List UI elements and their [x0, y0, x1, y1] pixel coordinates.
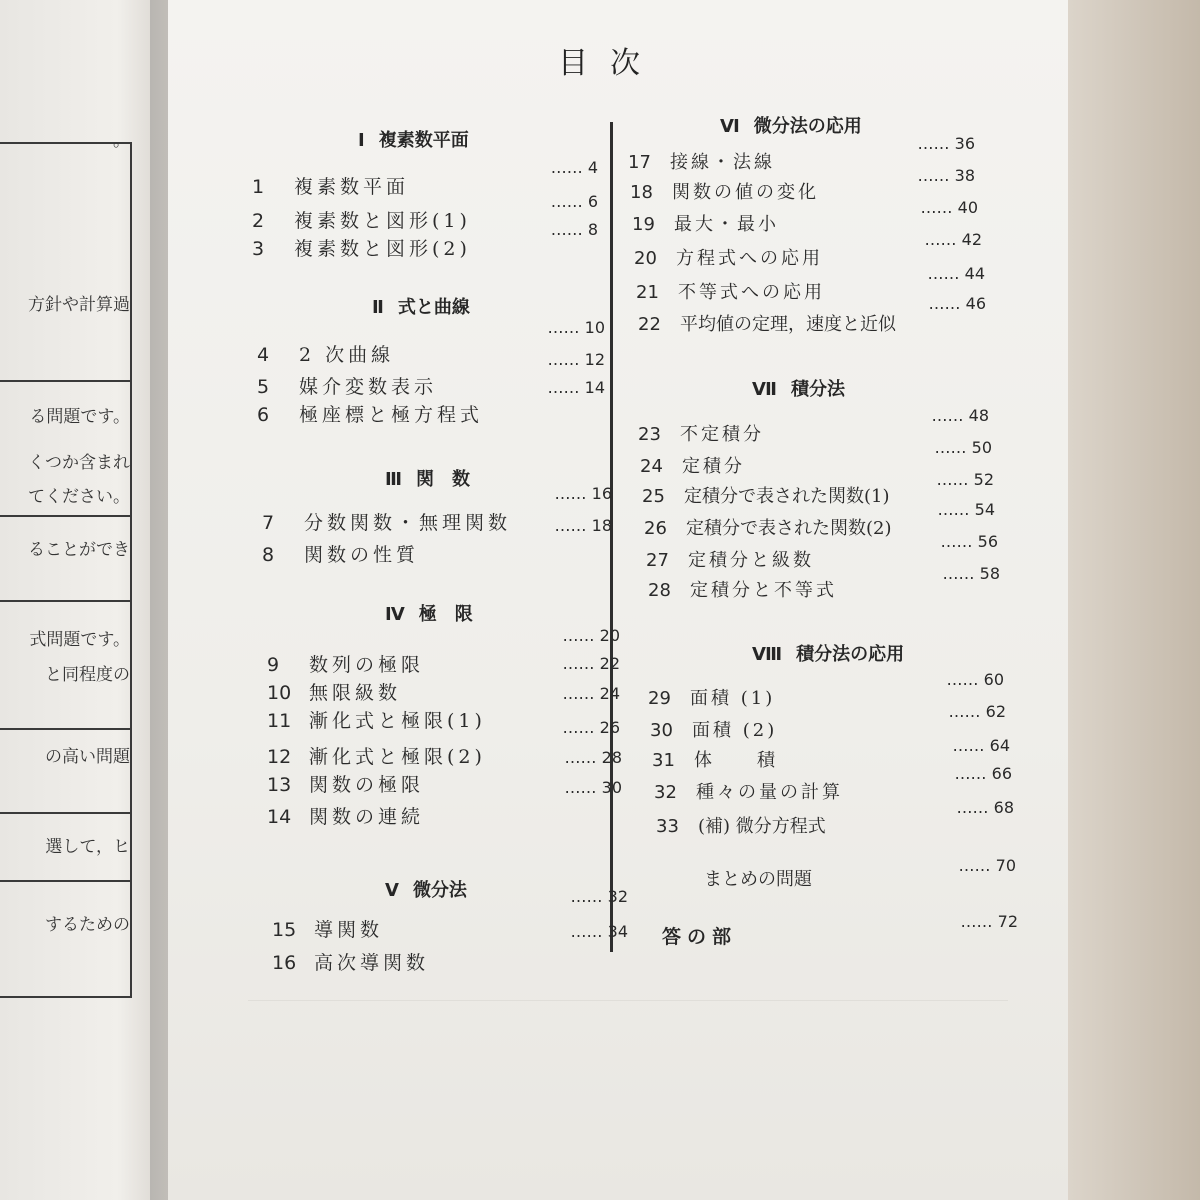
toc-entry — [630, 178, 819, 204]
page-edge — [1060, 0, 1200, 1200]
toc-entry — [642, 482, 890, 508]
chapter-number: Ⅷ — [752, 644, 783, 665]
toc-entry — [646, 546, 814, 572]
left-page-separator — [0, 515, 132, 517]
entry-number: 6 — [257, 404, 270, 426]
entry-title: 2 次曲線 — [299, 344, 395, 366]
page-number: …… 6 — [550, 192, 598, 211]
left-page-frame — [0, 142, 132, 998]
chapter-title: 関 数 — [416, 469, 471, 490]
page-number: …… 62 — [948, 702, 1006, 721]
chapter-heading — [752, 640, 904, 666]
entry-title: 数列の極限 — [309, 654, 425, 676]
chapter-title: 微分法 — [412, 880, 467, 901]
left-page — [0, 0, 168, 1200]
entry-number: 33 — [656, 816, 679, 837]
entry-number: 17 — [628, 152, 651, 173]
entry-title: 面積 (1) — [690, 688, 776, 709]
column-divider — [610, 122, 613, 952]
page-number: …… 50 — [934, 438, 992, 457]
entry-title: 種々の量の計算 — [696, 782, 843, 803]
chapter-title: 積分法 — [790, 379, 845, 400]
entry-title: 無限級数 — [309, 682, 402, 704]
toc-entry — [267, 770, 424, 797]
left-page-text: 。 — [113, 131, 130, 151]
entry-number: 32 — [654, 782, 677, 803]
left-page-text: の高い問題 — [45, 747, 130, 767]
entry-title: 体 積 — [694, 750, 778, 771]
chapter-title: 複素数平面 — [378, 130, 469, 151]
toc-entry — [267, 678, 401, 705]
chapter-heading — [752, 375, 845, 401]
page-number: …… 72 — [960, 912, 1018, 931]
entry-number: 20 — [634, 248, 657, 269]
left-page-separator — [0, 812, 132, 814]
left-page-text: 方針や計算過 — [28, 295, 130, 315]
toc-entry — [632, 210, 779, 236]
toc-entry — [652, 746, 778, 772]
toc-entry — [272, 915, 383, 942]
page-number: …… 10 — [547, 318, 605, 337]
toc-entry — [648, 576, 837, 602]
entry-title: 不定積分 — [680, 424, 764, 445]
left-page-text: てください。 — [28, 487, 130, 507]
answers-heading: 答の部 — [662, 926, 738, 948]
entry-title: 定積分 — [682, 456, 745, 477]
toc-entry — [654, 778, 843, 804]
entry-number: 30 — [650, 720, 673, 741]
toc-entry — [267, 802, 424, 829]
toc-entry — [262, 508, 511, 535]
page-number: …… 14 — [547, 378, 605, 397]
entry-title: 高次導関数 — [314, 952, 430, 974]
entry-title: 定積分と不等式 — [690, 580, 837, 601]
entry-title: 関数の性質 — [304, 544, 420, 566]
page-number: …… 46 — [928, 294, 986, 313]
toc-entry — [252, 172, 409, 199]
entry-title: 面積 (2) — [692, 720, 778, 741]
entry-number: 12 — [267, 746, 292, 768]
page-number: …… 36 — [917, 134, 975, 153]
toc-entry — [262, 540, 419, 567]
toc-entry — [628, 148, 775, 174]
chapter-number: Ⅶ — [752, 379, 777, 400]
page-number: …… 40 — [920, 198, 978, 217]
entry-title: 分数関数・無理関数 — [304, 512, 512, 534]
entry-number: 3 — [252, 238, 265, 260]
toc-entry — [636, 278, 825, 304]
page-number: …… 24 — [562, 684, 620, 703]
entry-number: 24 — [640, 456, 663, 477]
left-page-separator — [0, 380, 132, 382]
entry-number: 14 — [267, 806, 292, 828]
page-number: …… 66 — [954, 764, 1012, 783]
left-page-text: くつか含まれ — [28, 453, 130, 473]
entry-number: 8 — [262, 544, 275, 566]
page-number: …… 16 — [554, 484, 612, 503]
left-page-text: 選して，ヒ — [45, 837, 130, 857]
page-title: 目次 — [558, 46, 662, 81]
entry-number: 13 — [267, 774, 292, 796]
chapter-number: Ⅵ — [720, 116, 740, 137]
toc-entry — [650, 716, 777, 742]
page-number: …… 30 — [564, 778, 622, 797]
page-number: …… 28 — [564, 748, 622, 767]
entry-number: 15 — [272, 919, 297, 941]
left-page-text: と同程度の — [45, 665, 130, 685]
chapter-title: 極 限 — [418, 604, 473, 625]
entry-number: 18 — [630, 182, 653, 203]
entry-number: 11 — [267, 710, 292, 732]
page-number: …… 32 — [570, 887, 628, 906]
page-number: …… 26 — [562, 718, 620, 737]
entry-title: 不等式への応用 — [678, 282, 825, 303]
entry-number: 9 — [267, 654, 280, 676]
entry-number: 21 — [636, 282, 659, 303]
chapter-number: Ⅳ — [385, 604, 405, 625]
entry-number: 19 — [632, 214, 655, 235]
entry-number: 7 — [262, 512, 275, 534]
page-number: …… 48 — [931, 406, 989, 425]
toc-entry — [634, 244, 823, 270]
toc-entry — [267, 706, 486, 733]
left-page-text: 式問題です。 — [29, 630, 130, 650]
entry-number: 1 — [252, 176, 265, 198]
toc-entry — [638, 310, 896, 336]
entry-title: 定積分で表された関数(2) — [686, 518, 892, 539]
toc-entry — [267, 650, 424, 677]
left-page-text: するための — [45, 915, 130, 935]
entry-title: 方程式への応用 — [676, 248, 823, 269]
entry-number: 16 — [272, 952, 297, 974]
chapter-title: 微分法の応用 — [753, 116, 862, 137]
entry-title: 平均値の定理，速度と近似 — [680, 314, 896, 335]
entry-number: 26 — [644, 518, 667, 539]
chapter-number: Ⅰ — [358, 130, 365, 151]
entry-title: 関数の連続 — [309, 806, 425, 828]
chapter-number: Ⅱ — [372, 297, 384, 318]
entry-title: 漸化式と極限(1) — [309, 710, 486, 732]
toc-entry — [644, 514, 892, 540]
entry-title: 複素数平面 — [294, 176, 410, 198]
entry-number: 4 — [257, 344, 270, 366]
toc-entry — [267, 742, 486, 769]
chapter-heading — [358, 126, 469, 152]
page-number: …… 70 — [958, 856, 1016, 875]
chapter-title: 式と曲線 — [397, 297, 470, 318]
page-number: …… 18 — [554, 516, 612, 535]
chapter-number: Ⅲ — [385, 469, 403, 490]
entry-number: 5 — [257, 376, 270, 398]
entry-title: 定積分と級数 — [688, 550, 814, 571]
entry-title: 漸化式と極限(2) — [309, 746, 486, 768]
toc-entry — [257, 340, 394, 367]
entry-title: 複素数と図形(1) — [294, 210, 471, 232]
toc-entry — [272, 948, 429, 975]
toc-entry — [252, 234, 471, 261]
chapter-heading — [372, 293, 470, 319]
page-number: …… 44 — [927, 264, 985, 283]
page-number: …… 64 — [952, 736, 1010, 755]
toc-entry — [257, 400, 483, 427]
left-page-text: ることができ — [28, 540, 130, 560]
page-number: …… 38 — [917, 166, 975, 185]
page-number: …… 8 — [550, 220, 598, 239]
page-number: …… 56 — [940, 532, 998, 551]
page-number: …… 22 — [562, 654, 620, 673]
page-number: …… 12 — [547, 350, 605, 369]
toc-entry — [648, 684, 775, 710]
page-number: …… 68 — [956, 798, 1014, 817]
chapter-title: 積分法の応用 — [796, 644, 905, 665]
chapter-heading — [385, 876, 467, 902]
left-page-text: る問題です。 — [29, 407, 130, 427]
entry-number: 10 — [267, 682, 292, 704]
entry-title: 関数の極限 — [309, 774, 425, 796]
toc-entry — [656, 812, 826, 838]
entry-title: 極座標と極方程式 — [299, 404, 484, 426]
page-number: …… 52 — [936, 470, 994, 489]
entry-title: 定積分で表された関数(1) — [684, 486, 890, 507]
page-number: …… 42 — [924, 230, 982, 249]
summary-entry: まとめの問題 — [704, 869, 812, 890]
left-page-separator — [0, 600, 132, 602]
entry-title: 接線・法線 — [670, 152, 775, 173]
page-number: …… 54 — [937, 500, 995, 519]
entry-number: 2 — [252, 210, 265, 232]
page-number: …… 4 — [550, 158, 598, 177]
entry-number: 31 — [652, 750, 675, 771]
left-page-separator — [0, 880, 132, 882]
entry-title: 媒介変数表示 — [299, 376, 438, 398]
chapter-number: Ⅴ — [385, 880, 399, 901]
entry-title: (補) 微分方程式 — [698, 816, 826, 837]
page-number: …… 58 — [942, 564, 1000, 583]
show-through-box — [248, 1000, 1008, 1200]
entry-title: 関数の値の変化 — [672, 182, 819, 203]
entry-number: 23 — [638, 424, 661, 445]
toc-entry — [252, 206, 471, 233]
entry-number: 25 — [642, 486, 665, 507]
entry-title: 導関数 — [314, 919, 384, 941]
chapter-heading — [720, 112, 862, 138]
entry-title: 最大・最小 — [674, 214, 779, 235]
left-page-separator — [0, 728, 132, 730]
entry-number: 28 — [648, 580, 671, 601]
page-number: …… 20 — [562, 626, 620, 645]
toc-entry — [257, 372, 437, 399]
toc-entry — [638, 420, 764, 446]
entry-number: 29 — [648, 688, 671, 709]
entry-number: 22 — [638, 314, 661, 335]
page-number: …… 34 — [570, 922, 628, 941]
entry-number: 27 — [646, 550, 669, 571]
entry-title: 複素数と図形(2) — [294, 238, 471, 260]
page-number: …… 60 — [946, 670, 1004, 689]
chapter-heading — [385, 465, 470, 491]
toc-entry — [640, 452, 745, 478]
chapter-heading — [385, 600, 473, 626]
